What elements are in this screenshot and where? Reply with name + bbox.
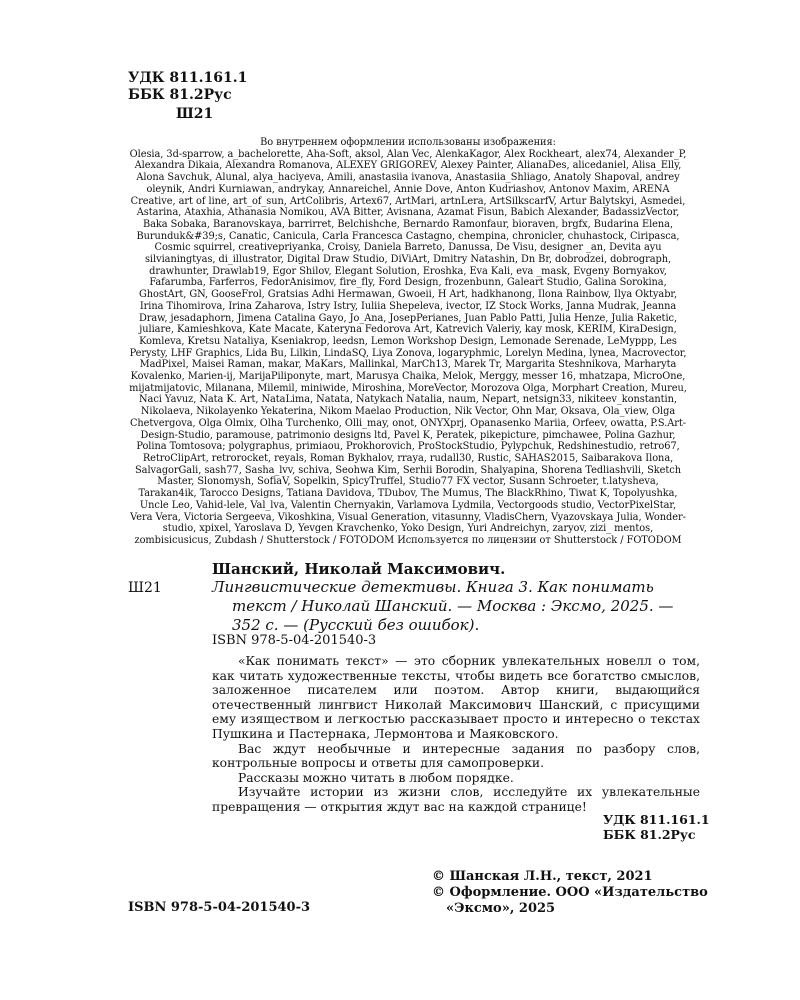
author-mark: Ш21 <box>176 106 214 122</box>
udk-code: УДК 811.161.1 <box>128 70 248 86</box>
entry-author: Шанский, Николай Максимович. <box>212 560 506 578</box>
entry-description-text: Лингвистические детективы. Книга 3. Как понимать текст / Николай Шанский. — Москва : Эксмо, 2025. — 352 с. — (Русский без ошибок). <box>212 578 674 634</box>
isbn-bottom: ISBN 978-5-04-201540-3 <box>128 900 311 915</box>
udk-code-bottom: УДК 811.161.1 <box>603 812 710 827</box>
classification-block-top <box>128 70 247 123</box>
entry-description <box>212 578 702 635</box>
classification-block-bottom <box>603 812 710 842</box>
bbk-code-bottom: ББК 81.2Рус <box>603 827 696 842</box>
copyright-design: © Оформление. ООО «Издательство <box>432 885 708 900</box>
entry-author-mark: Ш21 <box>128 580 162 596</box>
credits-list: Olesia, 3d-sparrow, a_bachelorette, Aha-Soft, aksol, Alan Vec, AlenkaKagor, Alex Rockheart, alex74, Alexander_P, Alexandra Dikaia, Alexandra Romanova, ALEXEY GRIGOREV, Alexey Painter, AlianaDes, alicedaniel, Alisa_Elly, Alona Savchuk, Alunal, alya_haciyeva, Amili, anastasiia ivanova, Anastasiia_Shliago, Anatoly Shapoval, andrey oleynik, Andri Kurniawan, andrykay, Annareichel, Annie Dove, Anton Kudriashov, Antonov Maxim, ARENA Creative, art of line, art_of_sun, ArtColibris, Artex67, ArtMari, artnLera, ArtSilkscarfV, Artur Balytskyi, Asmedei, Astarina, Ataxhia, Athanasia Nomikou, AVA Bitter, Avisnana, Azamat Fisun, Babich Alexander, BadassizVector, Baka Sobaka, Baranovskaya, barrirret, Belchishche, Bernardo Ramonfaur, bioraven, brgfx, Budarina Elena, Burunduk&#39;s, Canatic, Canicula, Carla Francesca Castagno, chempina, chronicler, chuhastock, Ciripasca, Cosmic squirrel, creativepriyanka, Croisy, Daniela Barreto, Danussa, De Visu, designer _an, Devita ayu silvianingtyas, di_illustrator, Digital Draw Studio, DiViArt, Dmitry Natashin, Dn Br, dobrodzei, dobrograph, drawhunter, Drawlab19, Egor Shilov, Elegant Solution, Eroshka, Eva Kali, eva _mask, Evgeny Bornyakov, Fafarumba, Farferros, FedorAnisimov, fire_fly, Ford Design, frozenbunn, Galeart Studio, Galina Sorokina, GhostArt, GN, GooseFrol, Gratsias Adhi Hermawan, Gwoeii, H Art, hadkhanong, Ilona Rainbow, Ilya Oktyabr, Irina Tihomirova, Irina Zaharova, Istry Istry, Iuliia Shepeleva, ivector, IZ Stock Works, Janna Mudrak, Jeanna Draw, jesadaphorn, Jimena Catalina Gayo, Jo_Ana, JosepPerianes, Juan Pablo Patti, Julia Henze, Julia Raketic, juliare, Kamieshkova, Kate Macate, Kateryna Fedorova Art, Katrevich Valeriy, kay mosk, KERIM, KiraDesign, Komleva, Kretsu Nataliya, Kseniakrop, leedsn, Lemon Workshop Design, Lemonade Serenade, LeMyppp, Les Perysty, LHF Graphics, Lida Bu, Lilkin, LindaSQ, Liya Zonova, logaryphmic, Lorelyn Medina, lynea, Macrovector, MadPixel, Maisei Raman, makar, MaKars, Mallinkal, MarCh13, Marek Tr, Margarita Steshnikova, Marharyta Kovalenko, Marien-ij, MarijaPiliponyte, mart, Marusya Chaika, Melok, Merggy, messer 16, mhatzapa, MicroOne, mijatmijatovic, Milanana, Milemil, miniwide, Miroshina, MoreVector, Morozova Olga, Morphart Creation, Mureu, Naci Yavuz, Nata K. Art, NataLima, Natata, Natykach Natalia, naum, Nepart, netsign33, nikiteev_konstantin, Nikolaeva, Nikolayenko Yekaterina, Nikom Maelao Production, Nik Vector, Ohn Mar, Oksava, Ola_view, Olga Chetvergova, Olga Olmix, Olha Turchenko, Olli_may, onot, ONYXprj, Opanasenko Mariia, Orfeev, owatta, P.S.Art-Design-Studio, paramouse, patrimonio designs ltd, Pavel K, Peratek, pikepicture, pimchawee, Polina Gazhur, Polina Tomtosova; polygraphus, primiaou, Prokhorovich, ProStockStudio, Pylypchuk, Redshinestudio, retro67, RetroClipArt, retrorocket, reyals, Roman Bykhalov, rraya, rudall30, Rustic, SAHAS2015, Saibarakova Ilona, SalvagorGali, sash77, Sasha_lvv, schiva, Seohwa Kim, Serhii Borodin, Shalyapina, Shorena Tedliashvili, Sketch Master, Slonomysh, SofiaV, Sopelkin, SpicyTruffel, Studio77 FX vector, Susann Schroeter, t.latysheva, Tarakan4ik, Tarocco Designs, Tatiana Davidova, TDubov, The Mumus, The BlackRhino, Tiwat K, Topolyushka, Uncle Leo, Vahid-lele, Val_lva, Valentin Chernyakin, Varlamova Lydmila, Vectorgoods studio, VectorPixelStar, Vera Vera, Victoria Sergeeva, Vikoshkina, Visual Generation, vitasunny, VladisChern, Vyazovskaya Julia, Wonder-studio, xpixel, Yaroslava D, Yevgen Kravchenko, Yoko Design, Yuri Andreichyn, zaryov, zizi_ mentos, zombisicusicus, Zubdash / Shutterstock / FOTODOM Используется по лицензии от Shutterstock / FOTODOM <box>129 148 687 546</box>
bbk-code: ББК 81.2Рус <box>128 87 232 103</box>
annotation-paragraph: Вас ждут необычные и интересные задания по разбору слов, контрольные вопросы и ответы для самопроверки. <box>212 741 700 771</box>
entry-isbn: ISBN 978-5-04-201540-3 <box>212 633 377 648</box>
annotation-paragraph: Рассказы можно читать в любом порядке. <box>238 770 514 785</box>
annotation-paragraph: «Как понимать текст» — это сборник увлекательных новелл о том, как читать художественные тексты, чтобы видеть все богатство смыслов, заложенное писателем или поэтом. Автор книги, выдающийся отечественный лингвист Николай Максимович Шанский, с присущими ему изяществом и легкостью рассказывает просто и интересно о текстах Пушкина и Пастернака, Лермонтова и Маяковского. <box>212 654 700 741</box>
credits-lead: Во внутреннем оформлении использованы изображения: <box>260 137 556 148</box>
image-credits <box>128 137 688 547</box>
annotation-paragraph: Изучайте истории из жизни слов, исследуйте их увлекательные превращения — открытия ждут вас на каждой странице! <box>212 785 700 814</box>
annotation <box>212 654 700 815</box>
copyright-text: © Шанская Л.Н., текст, 2021 <box>432 869 653 884</box>
copyright-design-cont: «Эксмо», 2025 <box>446 901 556 916</box>
copyright-block <box>432 869 708 917</box>
